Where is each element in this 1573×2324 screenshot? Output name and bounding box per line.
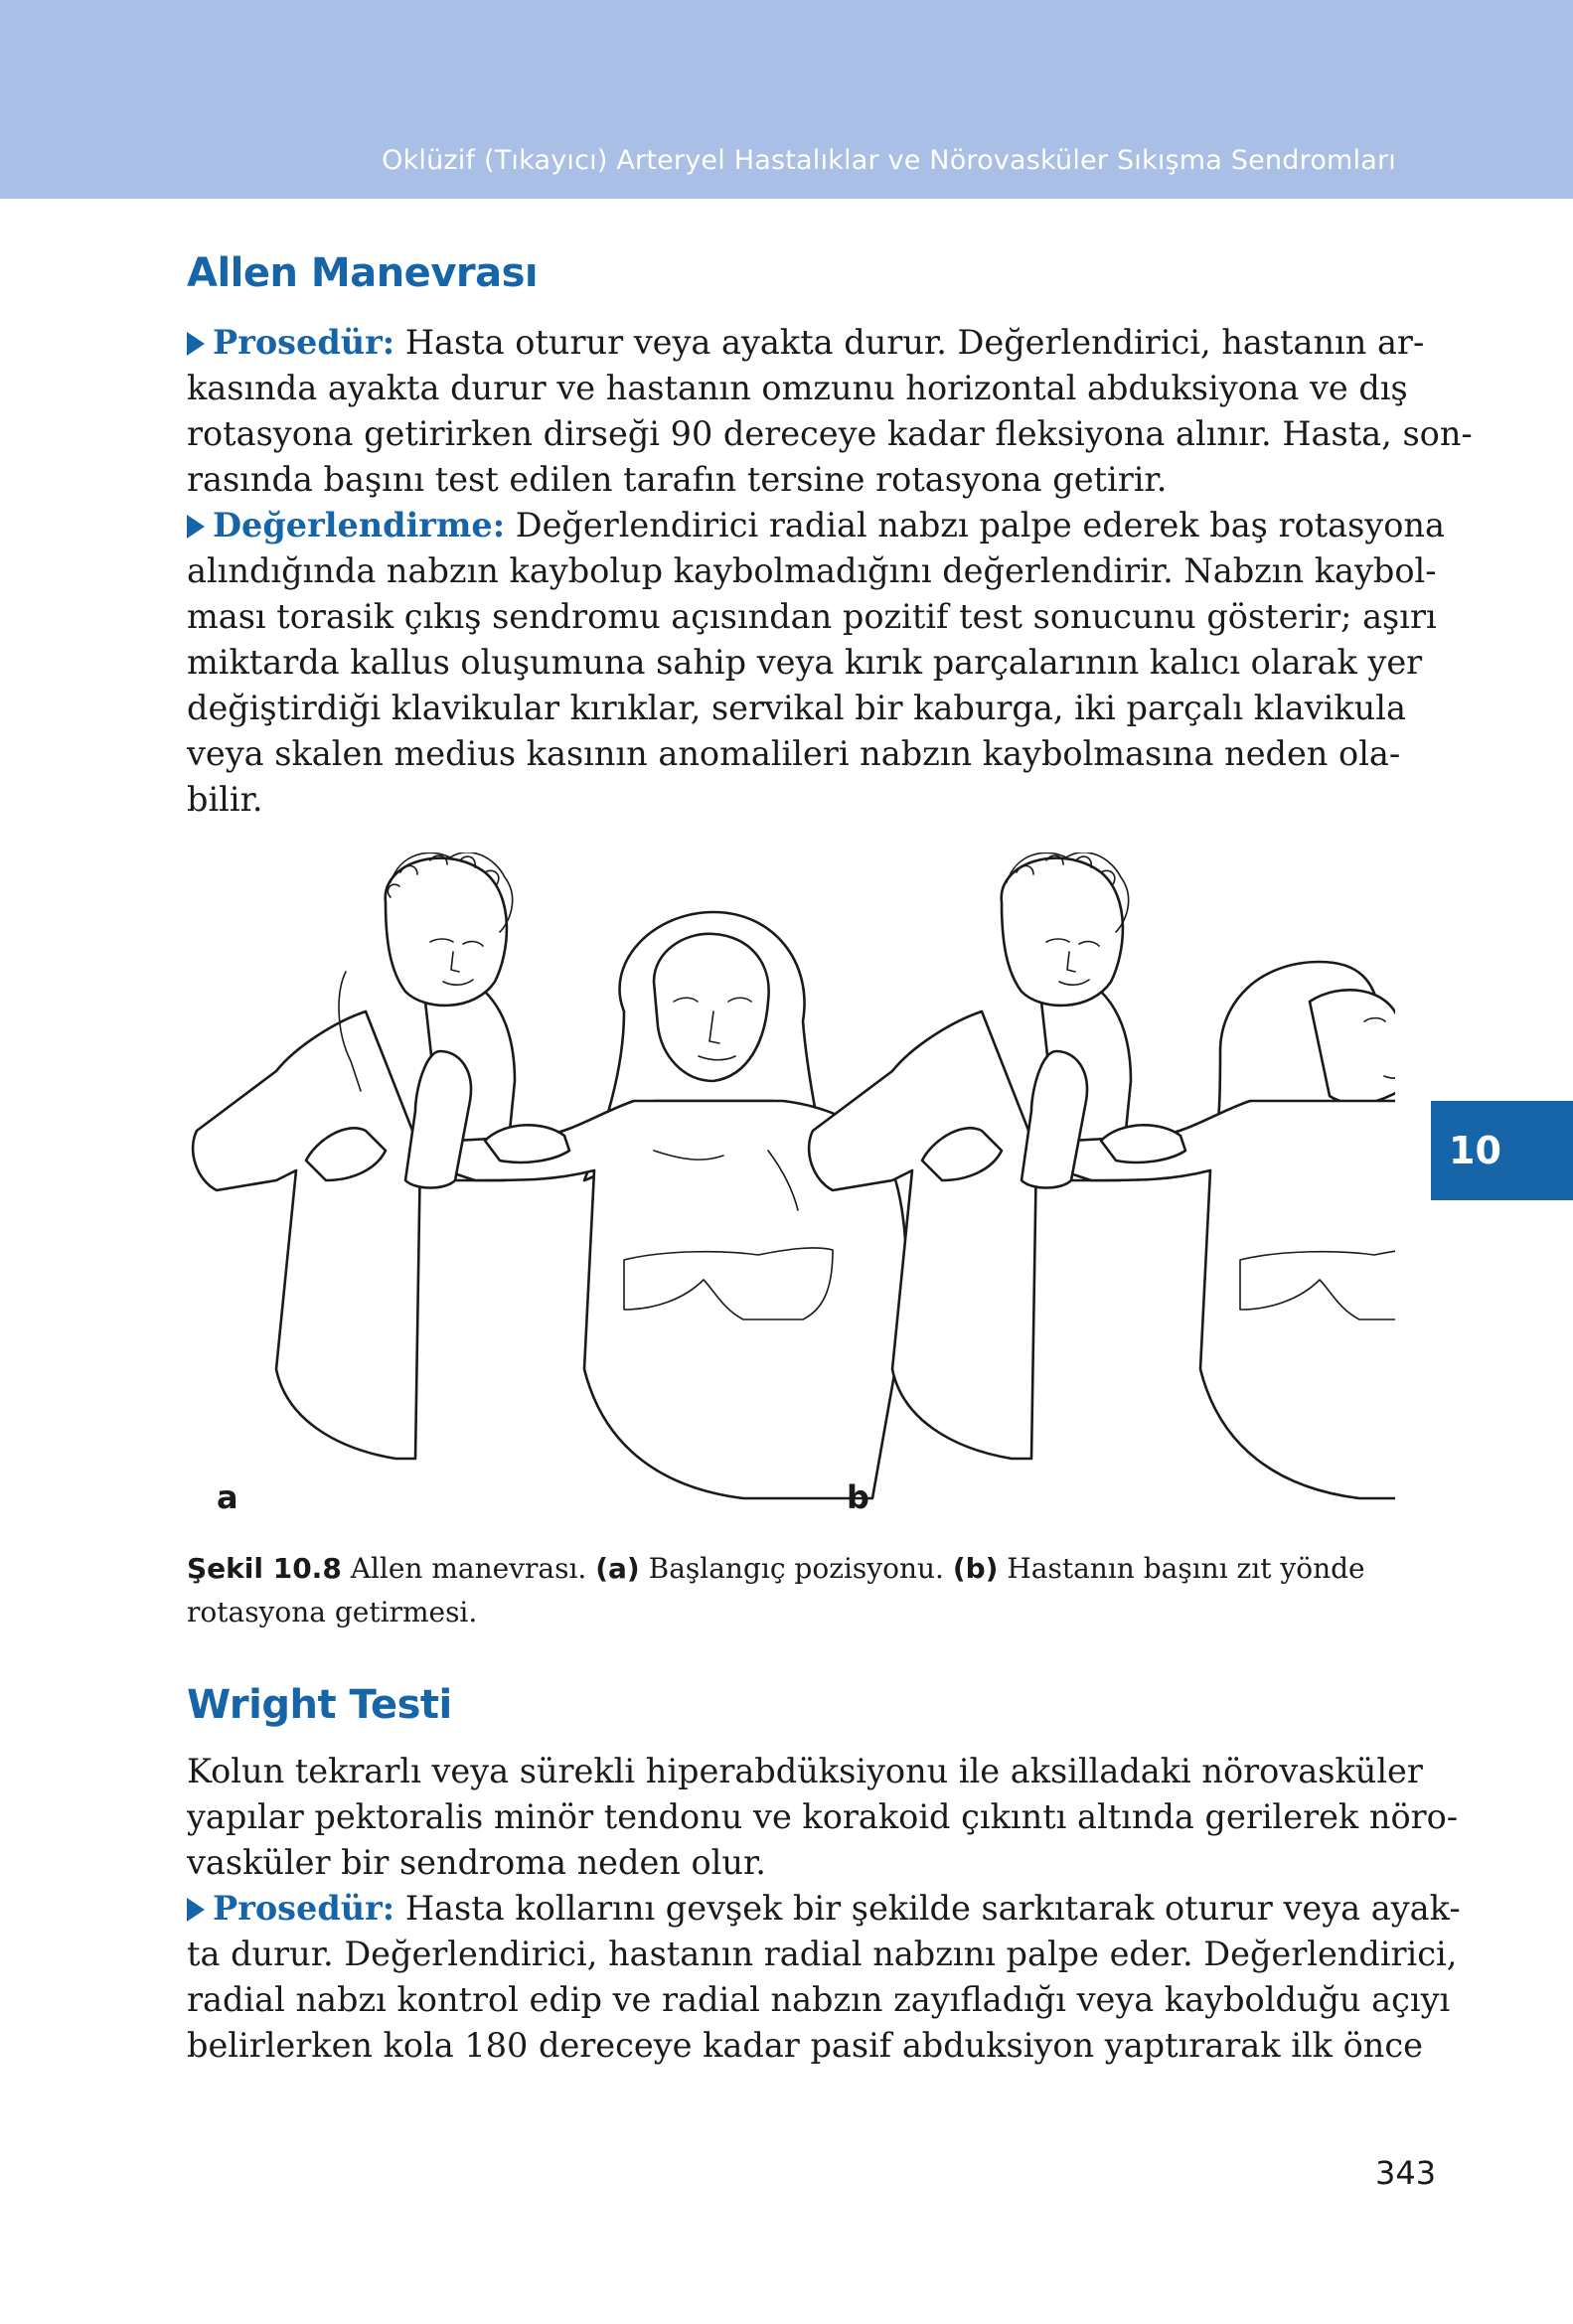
text-line: belirlerken kola 180 dereceye kadar pasif abduksiyon yaptırarak ilk önce (187, 2026, 1423, 2065)
caption-text-b-cont: rotasyona getirmesi. (187, 1596, 478, 1628)
text-line: rotasyona getirirken dirseği 90 dereceye kadar fleksiyona alınır. Hasta, son- (187, 414, 1473, 453)
text-line: ması torasik çıkış sendromu açısından pozitif test sonucunu gösterir; aşırı (187, 597, 1437, 636)
caption-text: Allen manevrası. (350, 1552, 587, 1585)
text-line: miktarda kallus oluşumuna sahip veya kırık parçalarının kalıcı olarak yer (187, 643, 1423, 682)
text-line: veya skalen medius kasının anomalileri nabzın kaybolmasına neden ola- (187, 734, 1401, 773)
text-line: değiştirdiği klavikular kırıklar, servikal bir kaburga, iki parçalı klavikula (187, 689, 1406, 727)
text-line: Değerlendirici radial nabzı palpe ederek baş rotasyona (515, 506, 1445, 544)
section-heading-allen: Allen Manevrası (187, 250, 539, 296)
wright-procedure-paragraph (187, 1886, 1461, 2069)
caption-part-b: (b) (952, 1552, 999, 1585)
bullet-triangle-icon (187, 332, 205, 356)
figure-label-a: a (217, 1478, 238, 1516)
caption-text-b: Hastanın başını zıt yönde (1007, 1552, 1365, 1585)
evaluation-label: Değerlendirme: (213, 506, 506, 544)
running-title: Oklüzif (Tıkayıcı) Arteryel Hastalıklar ve Nörovasküler Sıkışma Sendromları (382, 145, 1396, 176)
caption-text-a: Başlangıç pozisyonu. (648, 1552, 944, 1585)
section-heading-wright: Wright Testi (187, 1682, 452, 1728)
figure-caption (187, 1547, 1395, 1634)
caption-number: Şekil 10.8 (187, 1552, 342, 1585)
text-line: vasküler bir sendroma neden olur. (187, 1843, 766, 1882)
allen-procedure-paragraph (187, 320, 1473, 503)
figure-label-b: b (847, 1478, 869, 1516)
header-band (0, 0, 1573, 199)
procedure-label: Prosedür: (213, 323, 395, 362)
text-line: Hasta kollarını gevşek bir şekilde sarkıtarak oturur veya ayak- (404, 1889, 1461, 1928)
text-line: alındığında nabzın kaybolup kaybolmadığını değerlendirir. Nabzın kaybol- (187, 551, 1437, 590)
panel-a-illustration (193, 852, 906, 1498)
panel-b-illustration (809, 852, 1395, 1498)
chapter-tab: 10 (1431, 1101, 1573, 1200)
text-line: radial nabzı kontrol edip ve radial nabzın zayıfladığı veya kaybolduğu açıyı (187, 1980, 1451, 2019)
text-line: rasında başını test edilen tarafın tersine rotasyona getirir. (187, 460, 1168, 499)
caption-part-a: (a) (595, 1552, 640, 1585)
text-line: bilir. (187, 780, 263, 819)
text-line: yapılar pektoralis minör tendonu ve korakoid çıkıntı altında gerilerek nöro- (187, 1797, 1459, 1836)
text-line: Hasta oturur veya ayakta durur. Değerlendirici, hastanın ar- (404, 323, 1425, 362)
text-line: Kolun tekrarlı veya sürekli hiperabdüksiyonu ile aksilladaki nörovasküler (187, 1752, 1423, 1790)
text-line: kasında ayakta durur ve hastanın omzunu horizontal abduksiyona ve dış (187, 369, 1408, 407)
wright-intro-paragraph (187, 1749, 1459, 1886)
bullet-triangle-icon (187, 1898, 205, 1922)
page-number: 343 (1375, 2154, 1437, 2192)
figure-allen-maneuver (187, 852, 1395, 1538)
text-line: ta durur. Değerlendirici, hastanın radial nabzını palpe eder. Değerlendirici, (187, 1935, 1458, 1973)
procedure-label: Prosedür: (213, 1889, 395, 1928)
figure-illustration (187, 852, 1395, 1538)
allen-evaluation-paragraph (187, 503, 1445, 823)
bullet-triangle-icon (187, 515, 205, 539)
